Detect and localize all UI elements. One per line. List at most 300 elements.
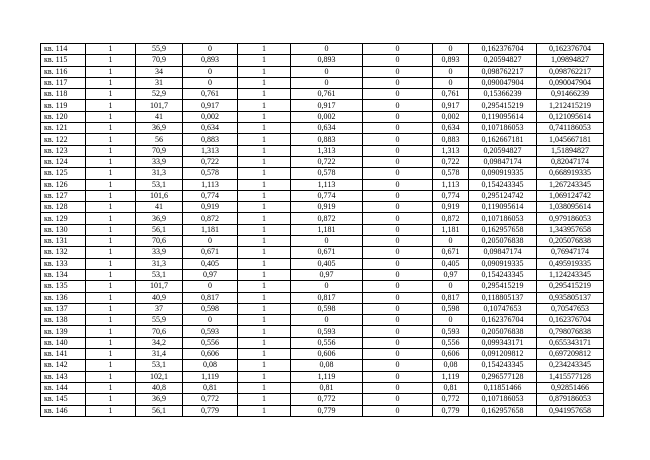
coefficient-cell: 1 [238, 326, 291, 337]
apartment-cell: кв. 144 [41, 382, 86, 393]
value-cell: 0 [433, 315, 469, 326]
table-row [41, 145, 604, 156]
total-cell: 1,212415219 [537, 100, 604, 111]
total-cell: 0,098762217 [537, 66, 604, 77]
value-cell: 0,893 [183, 55, 238, 66]
zero-cell: 0 [363, 349, 433, 360]
table-body [41, 44, 604, 417]
coefficient-cell: 1 [238, 224, 291, 235]
area-cell: 56 [136, 134, 183, 145]
zero-cell: 0 [363, 179, 433, 190]
total-cell: 0,935805137 [537, 292, 604, 303]
share-cell: 0,09847174 [469, 247, 537, 258]
table-row [41, 44, 604, 55]
value-cell: 1,181 [183, 224, 238, 235]
share-cell: 0,107186053 [469, 123, 537, 134]
coefficient-cell: 1 [238, 77, 291, 88]
value-cell: 0,772 [291, 394, 363, 405]
zero-cell: 0 [363, 405, 433, 416]
value-cell: 0,761 [291, 89, 363, 100]
share-cell: 0,099343171 [469, 337, 537, 348]
total-cell: 0,162376704 [537, 44, 604, 55]
coefficient-cell: 1 [238, 382, 291, 393]
value-cell: 0,634 [183, 123, 238, 134]
table-row [41, 156, 604, 167]
area-cell: 40,9 [136, 292, 183, 303]
share-cell: 0,10747653 [469, 303, 537, 314]
apartment-cell: кв. 143 [41, 371, 86, 382]
zero-cell: 0 [363, 202, 433, 213]
apartment-cell: кв. 140 [41, 337, 86, 348]
count-cell: 1 [86, 224, 136, 235]
value-cell: 0,761 [433, 89, 469, 100]
zero-cell: 0 [363, 89, 433, 100]
table-row [41, 213, 604, 224]
coefficient-cell: 1 [238, 337, 291, 348]
share-cell: 0,205076838 [469, 236, 537, 247]
total-cell: 0,798076838 [537, 326, 604, 337]
coefficient-cell: 1 [238, 89, 291, 100]
count-cell: 1 [86, 179, 136, 190]
count-cell: 1 [86, 55, 136, 66]
area-cell: 31 [136, 77, 183, 88]
apartment-cell: кв. 116 [41, 66, 86, 77]
value-cell: 0,772 [183, 394, 238, 405]
area-cell: 41 [136, 202, 183, 213]
zero-cell: 0 [363, 303, 433, 314]
value-cell: 0,598 [291, 303, 363, 314]
value-cell: 0,578 [183, 168, 238, 179]
share-cell: 0,090047904 [469, 77, 537, 88]
total-cell: 0,82047174 [537, 156, 604, 167]
value-cell: 0,722 [433, 156, 469, 167]
apartment-cell: кв. 129 [41, 213, 86, 224]
zero-cell: 0 [363, 326, 433, 337]
count-cell: 1 [86, 303, 136, 314]
value-cell: 0,919 [291, 202, 363, 213]
area-cell: 37 [136, 303, 183, 314]
share-cell: 0,162957658 [469, 405, 537, 416]
table-row [41, 371, 604, 382]
share-cell: 0,162376704 [469, 44, 537, 55]
area-cell: 36,9 [136, 213, 183, 224]
total-cell: 0,668919335 [537, 168, 604, 179]
zero-cell: 0 [363, 247, 433, 258]
value-cell: 0 [183, 66, 238, 77]
share-cell: 0,295415219 [469, 100, 537, 111]
value-cell: 0,917 [291, 100, 363, 111]
apartment-cell: кв. 120 [41, 111, 86, 122]
value-cell: 0,872 [433, 213, 469, 224]
area-cell: 56,1 [136, 224, 183, 235]
area-cell: 53,1 [136, 269, 183, 280]
table-row [41, 303, 604, 314]
area-cell: 102,1 [136, 371, 183, 382]
value-cell: 0,556 [433, 337, 469, 348]
table-row [41, 236, 604, 247]
share-cell: 0,154243345 [469, 179, 537, 190]
value-cell: 0,598 [433, 303, 469, 314]
value-cell: 0,893 [433, 55, 469, 66]
coefficient-cell: 1 [238, 247, 291, 258]
count-cell: 1 [86, 281, 136, 292]
table-row [41, 292, 604, 303]
total-cell: 0,92851466 [537, 382, 604, 393]
share-cell: 0,162957658 [469, 224, 537, 235]
table-row [41, 168, 604, 179]
value-cell: 0 [433, 44, 469, 55]
apartment-cell: кв. 146 [41, 405, 86, 416]
total-cell: 0,741186053 [537, 123, 604, 134]
value-cell: 0,593 [291, 326, 363, 337]
share-cell: 0,090919335 [469, 168, 537, 179]
coefficient-cell: 1 [238, 281, 291, 292]
count-cell: 1 [86, 190, 136, 201]
table-row [41, 111, 604, 122]
coefficient-cell: 1 [238, 405, 291, 416]
value-cell: 0,81 [183, 382, 238, 393]
apartment-data-table [40, 43, 604, 417]
total-cell: 0,121095614 [537, 111, 604, 122]
count-cell: 1 [86, 315, 136, 326]
area-cell: 56,1 [136, 405, 183, 416]
apartment-cell: кв. 130 [41, 224, 86, 235]
value-cell: 0,919 [433, 202, 469, 213]
coefficient-cell: 1 [238, 179, 291, 190]
share-cell: 0,154243345 [469, 269, 537, 280]
count-cell: 1 [86, 44, 136, 55]
total-cell: 1,415577128 [537, 371, 604, 382]
table-row [41, 100, 604, 111]
value-cell: 0 [291, 44, 363, 55]
value-cell: 0,97 [433, 269, 469, 280]
count-cell: 1 [86, 168, 136, 179]
value-cell: 0,919 [183, 202, 238, 213]
table-row [41, 55, 604, 66]
coefficient-cell: 1 [238, 371, 291, 382]
value-cell: 0,97 [183, 269, 238, 280]
coefficient-cell: 1 [238, 202, 291, 213]
table-row [41, 134, 604, 145]
value-cell: 0,002 [433, 111, 469, 122]
zero-cell: 0 [363, 371, 433, 382]
total-cell: 0,234243345 [537, 360, 604, 371]
apartment-cell: кв. 127 [41, 190, 86, 201]
share-cell: 0,098762217 [469, 66, 537, 77]
coefficient-cell: 1 [238, 156, 291, 167]
coefficient-cell: 1 [238, 213, 291, 224]
count-cell: 1 [86, 111, 136, 122]
apartment-cell: кв. 145 [41, 394, 86, 405]
area-cell: 70,9 [136, 145, 183, 156]
value-cell: 0 [433, 77, 469, 88]
area-cell: 70,6 [136, 326, 183, 337]
table-row [41, 77, 604, 88]
value-cell: 0,97 [291, 269, 363, 280]
value-cell: 0,08 [433, 360, 469, 371]
value-cell: 0,405 [183, 258, 238, 269]
value-cell: 0,883 [291, 134, 363, 145]
area-cell: 31,4 [136, 349, 183, 360]
apartment-cell: кв. 136 [41, 292, 86, 303]
apartment-cell: кв. 122 [41, 134, 86, 145]
area-cell: 41 [136, 111, 183, 122]
table-row [41, 269, 604, 280]
zero-cell: 0 [363, 269, 433, 280]
total-cell: 1,045667181 [537, 134, 604, 145]
apartment-cell: кв. 124 [41, 156, 86, 167]
count-cell: 1 [86, 337, 136, 348]
apartment-cell: кв. 131 [41, 236, 86, 247]
value-cell: 1,119 [183, 371, 238, 382]
count-cell: 1 [86, 100, 136, 111]
total-cell: 0,70547653 [537, 303, 604, 314]
zero-cell: 0 [363, 168, 433, 179]
area-cell: 101,6 [136, 190, 183, 201]
total-cell: 1,09894827 [537, 55, 604, 66]
count-cell: 1 [86, 258, 136, 269]
area-cell: 36,9 [136, 394, 183, 405]
area-cell: 55,9 [136, 44, 183, 55]
coefficient-cell: 1 [238, 145, 291, 156]
zero-cell: 0 [363, 44, 433, 55]
value-cell: 1,119 [291, 371, 363, 382]
table-row [41, 123, 604, 134]
apartment-cell: кв. 132 [41, 247, 86, 258]
table-row [41, 66, 604, 77]
value-cell: 0,634 [291, 123, 363, 134]
value-cell: 0,817 [291, 292, 363, 303]
total-cell: 1,069124742 [537, 190, 604, 201]
area-cell: 31,3 [136, 168, 183, 179]
area-cell: 40,8 [136, 382, 183, 393]
value-cell: 0,671 [183, 247, 238, 258]
value-cell: 0 [183, 236, 238, 247]
table-row [41, 89, 604, 100]
total-cell: 0,495919335 [537, 258, 604, 269]
value-cell: 1,113 [291, 179, 363, 190]
coefficient-cell: 1 [238, 269, 291, 280]
apartment-cell: кв. 133 [41, 258, 86, 269]
table-row [41, 405, 604, 416]
value-cell: 0,08 [183, 360, 238, 371]
value-cell: 0 [291, 66, 363, 77]
value-cell: 1,313 [183, 145, 238, 156]
share-cell: 0,09847174 [469, 156, 537, 167]
value-cell: 0,774 [291, 190, 363, 201]
count-cell: 1 [86, 236, 136, 247]
coefficient-cell: 1 [238, 100, 291, 111]
zero-cell: 0 [363, 134, 433, 145]
count-cell: 1 [86, 292, 136, 303]
area-cell: 33,9 [136, 156, 183, 167]
total-cell: 1,267243345 [537, 179, 604, 190]
value-cell: 0,08 [291, 360, 363, 371]
value-cell: 0 [433, 236, 469, 247]
total-cell: 0,879186053 [537, 394, 604, 405]
coefficient-cell: 1 [238, 349, 291, 360]
value-cell: 1,119 [433, 371, 469, 382]
coefficient-cell: 1 [238, 394, 291, 405]
share-cell: 0,091209812 [469, 349, 537, 360]
value-cell: 0,774 [433, 190, 469, 201]
zero-cell: 0 [363, 111, 433, 122]
value-cell: 0,817 [183, 292, 238, 303]
coefficient-cell: 1 [238, 168, 291, 179]
share-cell: 0,119095614 [469, 202, 537, 213]
table-row [41, 224, 604, 235]
coefficient-cell: 1 [238, 236, 291, 247]
value-cell: 0,817 [433, 292, 469, 303]
table-row [41, 349, 604, 360]
value-cell: 0,917 [183, 100, 238, 111]
zero-cell: 0 [363, 281, 433, 292]
table-row [41, 179, 604, 190]
area-cell: 53,1 [136, 179, 183, 190]
value-cell: 0 [433, 66, 469, 77]
apartment-cell: кв. 139 [41, 326, 86, 337]
table-row [41, 281, 604, 292]
table-row [41, 326, 604, 337]
area-cell: 55,9 [136, 315, 183, 326]
apartment-cell: кв. 121 [41, 123, 86, 134]
table-row [41, 258, 604, 269]
coefficient-cell: 1 [238, 55, 291, 66]
count-cell: 1 [86, 89, 136, 100]
apartment-cell: кв. 115 [41, 55, 86, 66]
count-cell: 1 [86, 134, 136, 145]
table-row [41, 382, 604, 393]
coefficient-cell: 1 [238, 292, 291, 303]
share-cell: 0,154243345 [469, 360, 537, 371]
share-cell: 0,119095614 [469, 111, 537, 122]
coefficient-cell: 1 [238, 360, 291, 371]
value-cell: 0,917 [433, 100, 469, 111]
value-cell: 0,722 [183, 156, 238, 167]
share-cell: 0,295415219 [469, 281, 537, 292]
value-cell: 0,81 [433, 382, 469, 393]
zero-cell: 0 [363, 145, 433, 156]
value-cell: 0,883 [183, 134, 238, 145]
area-cell: 34 [136, 66, 183, 77]
value-cell: 1,181 [433, 224, 469, 235]
zero-cell: 0 [363, 224, 433, 235]
area-cell: 101,7 [136, 281, 183, 292]
value-cell: 0,81 [291, 382, 363, 393]
value-cell: 0 [291, 281, 363, 292]
table-row [41, 247, 604, 258]
share-cell: 0,162667181 [469, 134, 537, 145]
apartment-cell: кв. 118 [41, 89, 86, 100]
value-cell: 1,313 [433, 145, 469, 156]
total-cell: 0,295415219 [537, 281, 604, 292]
total-cell: 0,205076838 [537, 236, 604, 247]
zero-cell: 0 [363, 258, 433, 269]
table-row [41, 394, 604, 405]
table-row [41, 202, 604, 213]
value-cell: 0,606 [183, 349, 238, 360]
share-cell: 0,107186053 [469, 394, 537, 405]
count-cell: 1 [86, 326, 136, 337]
value-cell: 0 [291, 315, 363, 326]
value-cell: 0,883 [433, 134, 469, 145]
table-row [41, 315, 604, 326]
apartment-cell: кв. 135 [41, 281, 86, 292]
total-cell: 0,91466239 [537, 89, 604, 100]
share-cell: 0,090919335 [469, 258, 537, 269]
coefficient-cell: 1 [238, 315, 291, 326]
share-cell: 0,20594827 [469, 55, 537, 66]
area-cell: 33,9 [136, 247, 183, 258]
count-cell: 1 [86, 213, 136, 224]
value-cell: 0,722 [291, 156, 363, 167]
area-cell: 101,7 [136, 100, 183, 111]
zero-cell: 0 [363, 66, 433, 77]
share-cell: 0,296577128 [469, 371, 537, 382]
apartment-cell: кв. 126 [41, 179, 86, 190]
value-cell: 1,113 [433, 179, 469, 190]
value-cell: 0,893 [291, 55, 363, 66]
value-cell: 0,634 [433, 123, 469, 134]
value-cell: 0,872 [291, 213, 363, 224]
apartment-cell: кв. 128 [41, 202, 86, 213]
value-cell: 0,772 [433, 394, 469, 405]
value-cell: 0,593 [183, 326, 238, 337]
value-cell: 0,606 [291, 349, 363, 360]
share-cell: 0,15366239 [469, 89, 537, 100]
apartment-cell: кв. 138 [41, 315, 86, 326]
apartment-cell: кв. 117 [41, 77, 86, 88]
value-cell: 0,002 [183, 111, 238, 122]
zero-cell: 0 [363, 360, 433, 371]
apartment-cell: кв. 114 [41, 44, 86, 55]
value-cell: 1,313 [291, 145, 363, 156]
coefficient-cell: 1 [238, 66, 291, 77]
count-cell: 1 [86, 371, 136, 382]
count-cell: 1 [86, 145, 136, 156]
coefficient-cell: 1 [238, 123, 291, 134]
apartment-cell: кв. 119 [41, 100, 86, 111]
value-cell: 0,779 [183, 405, 238, 416]
share-cell: 0,20594827 [469, 145, 537, 156]
value-cell: 0 [433, 281, 469, 292]
value-cell: 0,578 [291, 168, 363, 179]
total-cell: 1,343957658 [537, 224, 604, 235]
zero-cell: 0 [363, 394, 433, 405]
count-cell: 1 [86, 77, 136, 88]
area-cell: 34,2 [136, 337, 183, 348]
zero-cell: 0 [363, 315, 433, 326]
count-cell: 1 [86, 66, 136, 77]
area-cell: 31,3 [136, 258, 183, 269]
apartment-cell: кв. 123 [41, 145, 86, 156]
area-cell: 70,9 [136, 55, 183, 66]
share-cell: 0,205076838 [469, 326, 537, 337]
coefficient-cell: 1 [238, 258, 291, 269]
total-cell: 1,124243345 [537, 269, 604, 280]
count-cell: 1 [86, 123, 136, 134]
count-cell: 1 [86, 382, 136, 393]
apartment-cell: кв. 125 [41, 168, 86, 179]
total-cell: 0,76947174 [537, 247, 604, 258]
count-cell: 1 [86, 156, 136, 167]
value-cell: 1,113 [183, 179, 238, 190]
value-cell: 0,556 [183, 337, 238, 348]
apartment-cell: кв. 137 [41, 303, 86, 314]
zero-cell: 0 [363, 190, 433, 201]
zero-cell: 0 [363, 77, 433, 88]
value-cell: 0,671 [291, 247, 363, 258]
